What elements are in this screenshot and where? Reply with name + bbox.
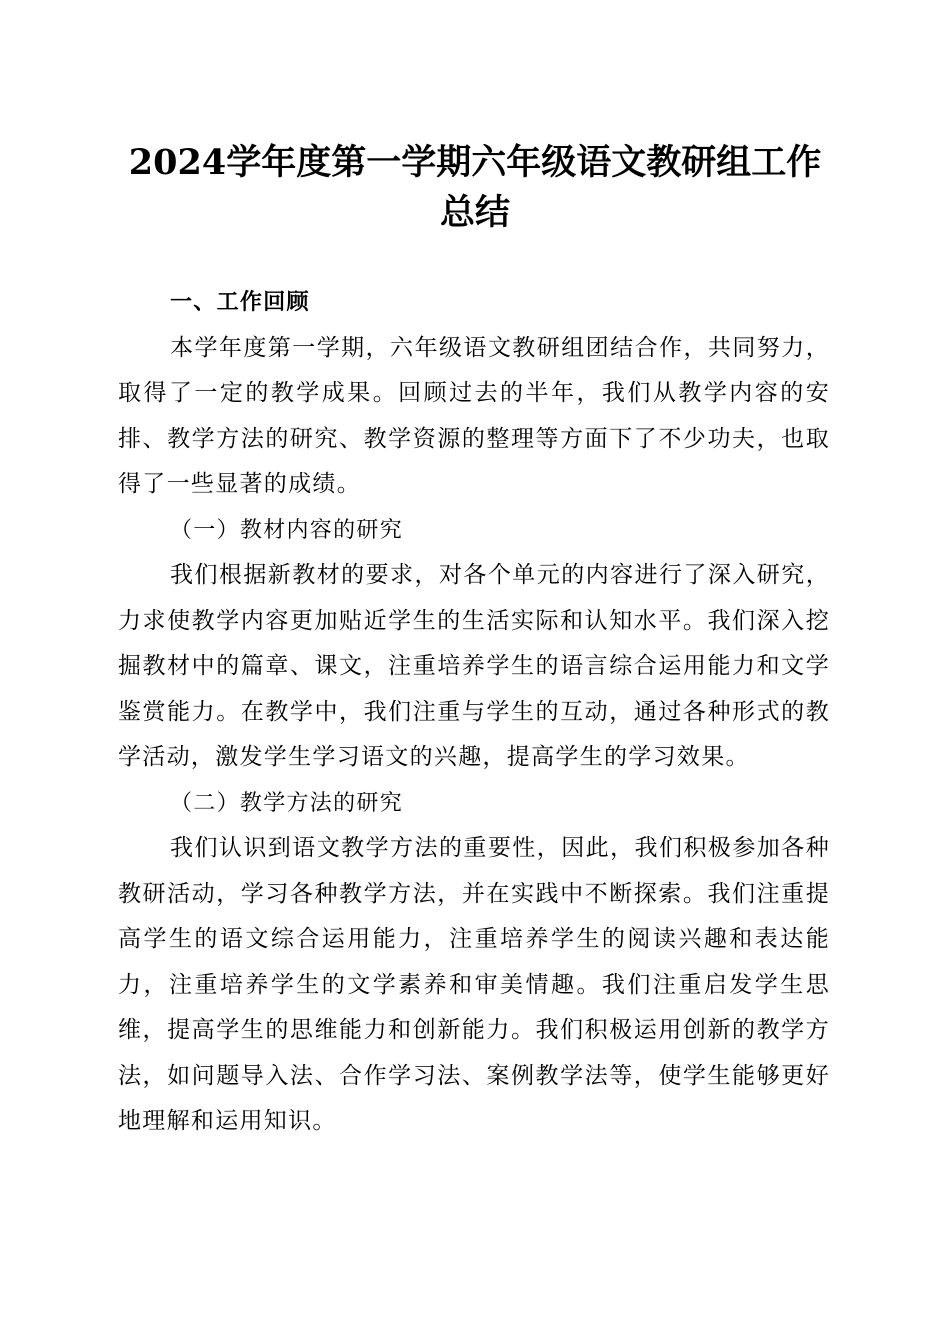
subsection-heading-textbook-research: （一）教材内容的研究 (170, 517, 404, 543)
document-body (118, 280, 830, 1145)
section-heading-work-review: 一、工作回顾 (170, 290, 310, 315)
teaching-method-paragraph: 我们认识到语文教学方法的重要性，因此，我们积极参加各种教研活动，学习各种教学方法，并在实践中不断探索。我们注重提高学生的语文综合运用能力，注重培养学生的阅读兴趣和表达能力，注重培养学生的文学素养和审美情趣。我们注重启发学生思维，提高学生的思维能力和创新能力。我们积极运用创新的教学方法，如问题导入法、合作学习法、案例教学法等，使学生能够更好地理解和运用知识。 (118, 835, 830, 1134)
intro-paragraph: 本学年度第一学期，六年级语文教研组团结合作，共同努力，取得了一定的教学成果。回顾过去的半年，我们从教学内容的安排、教学方法的研究、教学资源的整理等方面下了不少功夫，也取得了一些显著的成绩。 (118, 334, 830, 497)
subsection-heading-teaching-method-research: （二）教学方法的研究 (170, 790, 404, 816)
textbook-research-paragraph: 我们根据新教材的要求，对各个单元的内容进行了深入研究，力求使教学内容更加贴近学生的生活实际和认知水平。我们深入挖掘教材中的篇章、课文，注重培养学生的语言综合运用能力和文学鉴赏能力。在教学中，我们注重与学生的互动，通过各种形式的教学活动，激发学生学习语文的兴趣，提高学生的学习效果。 (118, 562, 830, 770)
document-title: 2024学年度第一学期六年级语文教研组工作总结 (128, 142, 822, 233)
